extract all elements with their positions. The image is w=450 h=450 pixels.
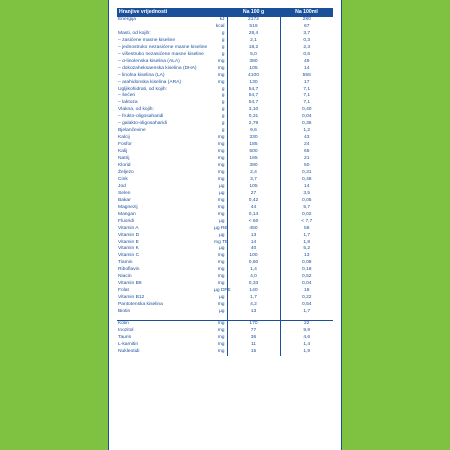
nutrient-name: – šećeri — [118, 93, 136, 99]
nutrient-unit: mg — [217, 176, 225, 182]
nutrient-name: – α-linolenska kiselina (ALA) — [118, 58, 180, 64]
nutrient-name: Riboflavin — [118, 267, 140, 273]
nutrient-unit: mg — [217, 348, 225, 354]
nutrient-unit: µg RE — [214, 225, 228, 231]
table-row — [117, 253, 333, 260]
nutrient-name: Pantotenska kiselina — [118, 302, 163, 308]
nutrient-name: – arahidonska kiselina (ARA) — [118, 79, 182, 85]
value-per-100ml: 1,9 — [280, 349, 333, 356]
nutrient-unit: mg — [217, 65, 225, 71]
nutrient-name: Vitamin B6 — [118, 281, 142, 287]
table-row — [117, 163, 333, 170]
value-per-100ml: 0,22 — [280, 295, 333, 302]
nutrient-name: Vitamin D — [118, 232, 140, 238]
nutrient-name: – laktoza — [118, 100, 138, 106]
nutrient-unit: mg — [217, 72, 225, 78]
value-per-100g: 0,31 — [227, 114, 280, 121]
value-per-100ml: 0,02 — [280, 212, 333, 219]
value-per-100g: 170 — [227, 320, 280, 327]
nutrient-name: Vitamin B12 — [118, 295, 145, 301]
value-per-100g: 330 — [227, 135, 280, 142]
nutrition-panel — [108, 0, 342, 450]
nutrient-name: Energija — [118, 17, 136, 22]
value-per-100ml: 0,40 — [280, 107, 333, 114]
nutrient-unit: µg — [218, 218, 225, 224]
table-row — [117, 177, 333, 184]
nutrient-unit: µg — [218, 190, 225, 196]
nutrient-unit: g — [221, 86, 225, 92]
table-row — [117, 87, 333, 94]
value-per-100g: 0,14 — [227, 212, 280, 219]
value-per-100ml: 14 — [280, 184, 333, 191]
table-row — [117, 233, 333, 240]
table-row — [117, 205, 333, 212]
nutrient-name: Ugljikohidrati, od kojih: — [118, 86, 167, 92]
value-per-100g: 0,60 — [227, 260, 280, 267]
value-per-100g: 4,0 — [227, 274, 280, 281]
table-row — [117, 219, 333, 226]
nutrient-unit: g — [221, 121, 225, 127]
value-per-100g: 4100 — [227, 73, 280, 80]
value-per-100ml: 43 — [280, 135, 333, 142]
nutrient-unit: mg — [217, 156, 225, 162]
table-row — [117, 240, 333, 247]
nutrient-name: Vitamin K — [118, 246, 139, 252]
value-per-100g: 13 — [227, 309, 280, 316]
value-per-100ml: 49 — [280, 59, 333, 66]
value-per-100g: 9,6 — [227, 128, 280, 135]
header-nutrition-values: Hranjive vrijednosti — [117, 8, 227, 17]
value-per-100g: 18,2 — [227, 45, 280, 52]
table-row — [117, 335, 333, 342]
value-per-100ml: 1,7 — [280, 309, 333, 316]
table-body — [117, 17, 333, 356]
nutrient-unit: mg — [217, 149, 225, 155]
value-per-100ml: 0,04 — [280, 281, 333, 288]
nutrient-unit: g — [221, 44, 225, 50]
table-row — [117, 267, 333, 274]
nutrient-unit: mg — [217, 302, 225, 308]
nutrient-name: Kalcij — [118, 135, 130, 141]
value-per-100g: 4,2 — [227, 302, 280, 309]
table-row — [117, 309, 333, 316]
value-per-100g: 105 — [227, 66, 280, 73]
nutrient-name — [117, 24, 213, 31]
value-per-100ml: 555 — [280, 73, 333, 80]
nutrient-name: – frukto-oligosaharidi — [118, 114, 164, 120]
value-per-100ml: 9,9 — [280, 328, 333, 335]
value-per-100ml: 0,04 — [280, 114, 333, 121]
value-per-100ml: 22 — [280, 320, 333, 327]
table-row — [117, 135, 333, 142]
nutrient-name: Vitamin E — [118, 239, 139, 245]
value-per-100ml: 18 — [280, 288, 333, 295]
nutrient-name: Cink — [118, 176, 128, 182]
table-row — [117, 212, 333, 219]
table-row — [117, 73, 333, 80]
nutrient-unit: mg — [217, 197, 225, 203]
nutrient-unit: mg — [217, 142, 225, 148]
table-row — [117, 45, 333, 52]
table-row — [117, 156, 333, 163]
table-row — [117, 226, 333, 233]
table-row — [117, 320, 333, 327]
nutrient-name: Biotin — [118, 309, 131, 315]
table-row — [117, 170, 333, 177]
value-per-100ml: 67 — [280, 24, 333, 31]
nutrient-unit: g — [221, 93, 225, 99]
value-per-100ml: 0,18 — [280, 267, 333, 274]
table-row — [117, 142, 333, 149]
table-row — [117, 302, 333, 309]
value-per-100ml: 58 — [280, 226, 333, 233]
nutrient-unit: µg — [218, 232, 225, 238]
nutrient-name: Fluoridi — [118, 218, 135, 224]
table-row — [117, 17, 333, 24]
nutrient-unit: mg — [217, 327, 225, 333]
table-row — [117, 52, 333, 59]
nutrient-name: Vitamin A — [118, 225, 139, 231]
value-per-100g: 380 — [227, 59, 280, 66]
value-per-100ml: 5,2 — [280, 246, 333, 253]
value-per-100ml: 0,48 — [280, 177, 333, 184]
value-per-100ml: 13 — [280, 253, 333, 260]
header-per-100g: Na 100 g — [227, 8, 280, 17]
nutrient-unit: mg — [217, 135, 225, 141]
nutrient-unit: µg — [218, 295, 225, 301]
table-row — [117, 198, 333, 205]
nutrient-unit: mg — [217, 163, 225, 169]
nutrient-name: Magnezij — [118, 204, 138, 210]
value-per-100ml: 21 — [280, 156, 333, 163]
value-per-100g: 1,4 — [227, 267, 280, 274]
nutrient-unit: mg — [217, 253, 225, 259]
value-per-100ml: 0,6 — [280, 52, 333, 59]
value-per-100ml: 7,1 — [280, 93, 333, 100]
value-per-100g: 2,79 — [227, 121, 280, 128]
value-per-100g: 2,1 — [227, 38, 280, 45]
value-per-100g: 390 — [227, 163, 280, 170]
table-row — [117, 93, 333, 100]
value-per-100ml: 3,7 — [280, 31, 333, 38]
nutrient-unit: mg — [213, 320, 227, 327]
nutrient-unit: kJ — [219, 17, 225, 22]
value-per-100ml: 1,4 — [280, 342, 333, 349]
value-per-100g: 140 — [227, 288, 280, 295]
table-row — [117, 149, 333, 156]
value-per-100g: 13 — [227, 233, 280, 240]
nutrient-unit: µg — [218, 309, 225, 315]
value-per-100ml: 1,8 — [280, 240, 333, 247]
value-per-100g: 44 — [227, 205, 280, 212]
nutrient-unit: g — [221, 128, 225, 134]
nutrient-name: – dokozaheksaenska kiselina (DHA) — [118, 65, 197, 71]
value-per-100g: 77 — [227, 328, 280, 335]
value-per-100ml: 65 — [280, 149, 333, 156]
nutrient-unit: g — [221, 100, 225, 106]
nutrient-unit: mg — [217, 281, 225, 287]
nutrient-unit: µg — [218, 183, 225, 189]
table-row — [117, 59, 333, 66]
nutrient-name: Klorid — [118, 163, 131, 169]
nutrient-unit: g — [221, 30, 225, 36]
nutrient-unit: g — [221, 51, 225, 57]
value-per-100g: 27 — [227, 191, 280, 198]
nutrient-name: Kolin — [117, 320, 213, 327]
value-per-100ml: 0,31 — [280, 170, 333, 177]
value-per-100g: 15 — [227, 349, 280, 356]
nutrient-unit: mg — [217, 58, 225, 64]
value-per-100g: 54,7 — [227, 93, 280, 100]
value-per-100ml: 7,1 — [280, 87, 333, 94]
value-per-100ml: 14 — [280, 66, 333, 73]
value-per-100g: 519 — [227, 24, 280, 31]
nutrient-unit: mg — [217, 274, 225, 280]
nutrient-unit: g — [221, 37, 225, 43]
nutrient-name: – višestruko nezasićene masne kiseline — [118, 51, 204, 57]
nutrient-unit: mg — [217, 260, 225, 266]
value-per-100g: < 60 — [227, 219, 280, 226]
nutrient-unit: mg — [217, 169, 225, 175]
value-per-100g: 54,7 — [227, 100, 280, 107]
table-row — [117, 128, 333, 135]
value-per-100ml: 1,7 — [280, 233, 333, 240]
table-row — [117, 191, 333, 198]
value-per-100ml: < 7,7 — [280, 219, 333, 226]
nutrient-name: Inozitol — [118, 327, 134, 333]
nutrient-name: Vitamin C — [118, 253, 140, 259]
nutrient-name: – galakto-oligosaharidi — [118, 121, 167, 127]
value-per-100g: 36 — [227, 335, 280, 342]
value-per-100g: 0,33 — [227, 281, 280, 288]
table-row — [117, 121, 333, 128]
table-row — [117, 349, 333, 356]
nutrient-name: Fosfor — [118, 142, 132, 148]
table-row — [117, 288, 333, 295]
nutrient-name: Natrij — [118, 156, 130, 162]
value-per-100ml: 4,6 — [280, 335, 333, 342]
nutrient-unit: mg — [217, 267, 225, 273]
table-row — [117, 38, 333, 45]
nutrient-name: Tiamin — [118, 260, 133, 266]
nutrient-unit: g — [221, 107, 225, 113]
table-row — [117, 66, 333, 73]
table-row — [117, 184, 333, 191]
nutrient-name: – zasićene masne kiseline — [118, 37, 176, 43]
nutrition-table — [117, 8, 333, 356]
table-row — [117, 24, 333, 31]
value-per-100g: 2,4 — [227, 170, 280, 177]
table-row — [117, 342, 333, 349]
value-per-100ml: 0,54 — [280, 302, 333, 309]
header-per-100ml: Na 100ml — [280, 8, 333, 17]
nutrient-name: Selen — [118, 190, 131, 196]
value-per-100g: 100 — [227, 253, 280, 260]
table-row — [117, 31, 333, 38]
value-per-100g: 28,4 — [227, 31, 280, 38]
value-per-100g: 500 — [227, 149, 280, 156]
value-per-100ml: 5,7 — [280, 205, 333, 212]
value-per-100ml: 24 — [280, 142, 333, 149]
table-row — [117, 274, 333, 281]
value-per-100ml: 0,08 — [280, 260, 333, 267]
value-per-100ml: 1,2 — [280, 128, 333, 135]
nutrient-name: Taurin — [118, 334, 132, 340]
value-per-100g: 1,7 — [227, 295, 280, 302]
nutrient-unit: mg — [217, 341, 225, 347]
nutrient-unit: mg — [217, 79, 225, 85]
nutrient-name: Folat — [118, 288, 129, 294]
table-header-row — [117, 8, 333, 17]
nutrient-name: Mangan — [118, 211, 136, 217]
nutrient-unit: mg — [217, 211, 225, 217]
table-row — [117, 80, 333, 87]
value-per-100g: 165 — [227, 156, 280, 163]
table-row — [117, 328, 333, 335]
nutrient-name: Bjelančevine — [118, 128, 146, 134]
nutrient-unit: mg — [217, 204, 225, 210]
value-per-100g: 11 — [227, 342, 280, 349]
value-per-100g: 5,0 — [227, 52, 280, 59]
value-per-100g: 185 — [227, 142, 280, 149]
value-per-100ml: 280 — [280, 17, 333, 24]
nutrient-name: – jednostruko nezasićene masne kiseline — [118, 44, 208, 50]
nutrient-unit: kcal — [215, 23, 225, 29]
nutrient-name: Niacin — [118, 274, 132, 280]
nutrient-name: – linolna kiselina (LA) — [118, 72, 165, 78]
nutrient-unit: g — [221, 114, 225, 120]
nutrient-unit: mg TE — [214, 239, 229, 245]
nutrient-name: L-karnitin — [118, 341, 139, 347]
value-per-100ml: 0,36 — [280, 121, 333, 128]
nutrient-unit: µg DFE — [214, 288, 231, 294]
value-per-100ml: 0,05 — [280, 198, 333, 205]
value-per-100g: 450 — [227, 226, 280, 233]
value-per-100g: 14 — [227, 240, 280, 247]
value-per-100g: 54,7 — [227, 87, 280, 94]
table-row — [117, 260, 333, 267]
value-per-100g: 105 — [227, 184, 280, 191]
nutrient-name: Bakar — [118, 197, 131, 203]
nutrient-name: Kalij — [118, 149, 128, 155]
nutrient-name: Jod — [118, 183, 126, 189]
value-per-100ml: 17 — [280, 80, 333, 87]
value-per-100ml: 3,5 — [280, 191, 333, 198]
value-per-100ml: 7,1 — [280, 100, 333, 107]
value-per-100ml: 2,3 — [280, 45, 333, 52]
nutrient-name: Željezo — [118, 169, 134, 175]
table-row — [117, 246, 333, 253]
nutrient-name: Nukleotidi — [118, 348, 140, 354]
nutrient-unit: mg — [217, 334, 225, 340]
nutrient-name: Vlakna, od kojih: — [118, 107, 154, 113]
nutrient-unit: µg — [218, 246, 225, 252]
value-per-100g: 3,10 — [227, 107, 280, 114]
value-per-100g: 2172 — [227, 17, 280, 24]
value-per-100ml: 0,52 — [280, 274, 333, 281]
value-per-100g: 130 — [227, 80, 280, 87]
value-per-100g: 3,7 — [227, 177, 280, 184]
value-per-100g: 0,42 — [227, 198, 280, 205]
nutrient-name: Masti, od kojih: — [118, 30, 151, 36]
value-per-100ml: 50 — [280, 163, 333, 170]
value-per-100g: 40 — [227, 246, 280, 253]
value-per-100ml: 0,3 — [280, 38, 333, 45]
